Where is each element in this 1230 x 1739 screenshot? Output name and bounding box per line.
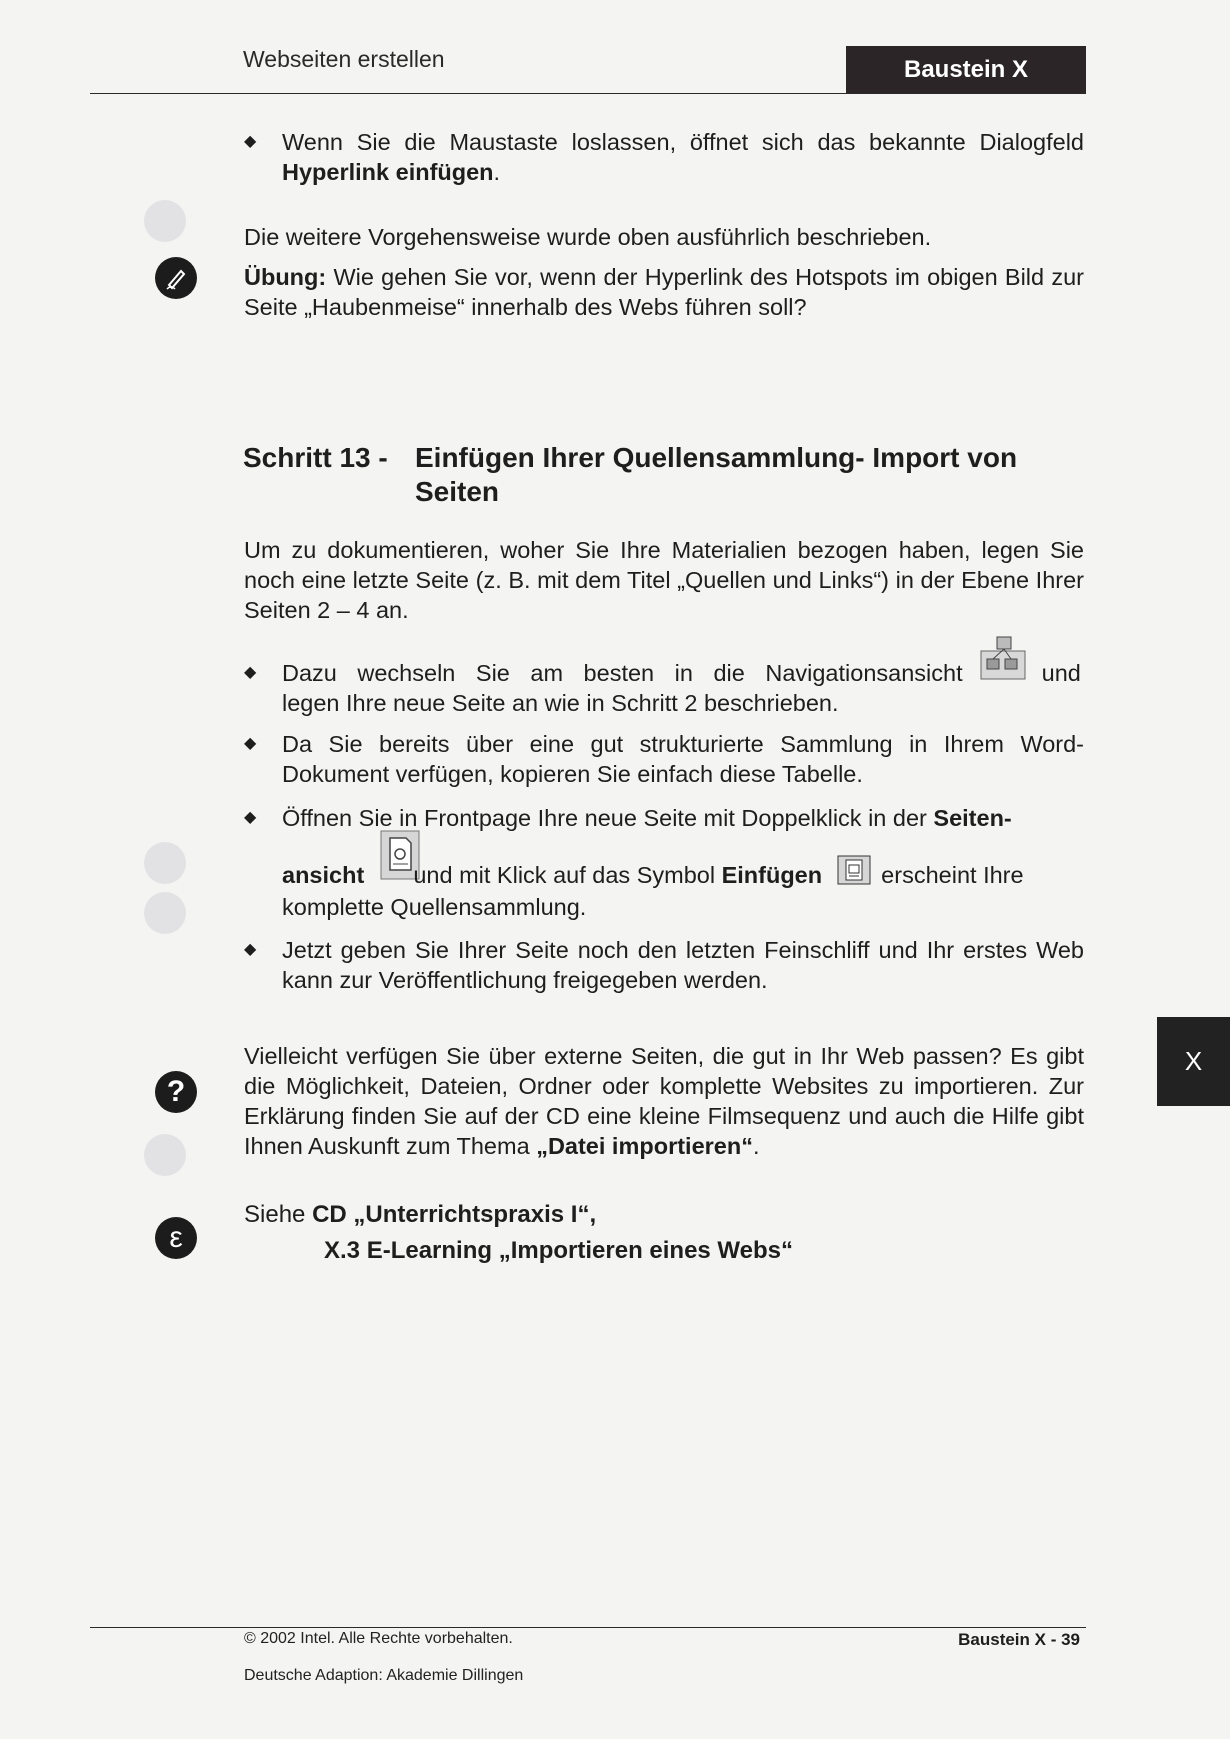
bullet-item [244, 729, 1084, 789]
bullet-text: erscheint Ihre [874, 862, 1024, 888]
bullet-bold: Hyperlink einfügen [282, 159, 494, 185]
navigation-view-icon [979, 635, 1027, 688]
pencil-icon [155, 257, 197, 299]
bullet-text: Jetzt geben Sie Ihrer Seite noch den letzten Feinschliff und Ihr erstes Web kann zur Veröffentlichung freigegeben werden. [282, 937, 1084, 993]
cd-reference-prefix: Siehe [244, 1201, 313, 1228]
diamond-bullet-icon: ◆ [244, 664, 257, 681]
footer-adaption: Deutsche Adaption: Akademie Dillingen [244, 1667, 524, 1684]
diamond-bullet-icon: ◆ [244, 133, 257, 150]
bullet-item-continued [244, 860, 1084, 922]
header-badge: Baustein X [846, 46, 1086, 94]
diamond-bullet-icon: ◆ [244, 941, 257, 958]
bullet-text: Dazu wechseln Sie am besten in die Navigationsansicht [282, 660, 963, 686]
section-heading-line1: Einfügen Ihrer Quellensammlung- Import von [415, 442, 1018, 473]
footer-copyright: © 2002 Intel. Alle Rechte vorbehalten. [244, 1630, 513, 1647]
bullet-item [244, 127, 1084, 187]
bullet-end: . [493, 159, 501, 185]
intro-paragraph: Um zu dokumentieren, woher Sie Ihre Materialien bezogen haben, legen Sie noch eine letzte Seite (z. B. mit dem Titel „Quellen und Links“) in der Ebene Ihrer Seiten 2 – 4 an. [244, 537, 1084, 623]
chapter-side-tab: X [1157, 1017, 1230, 1106]
header-title: Webseiten erstellen [243, 46, 445, 72]
section-heading-line2: Seiten [415, 476, 500, 507]
ghost-circle [144, 1134, 186, 1176]
insert-file-icon [837, 855, 871, 892]
cd-reference-title: CD „Unterrichtspraxis I“, [312, 1201, 597, 1228]
e-learning-icon: ε [155, 1217, 197, 1259]
bullet-bold: Einfügen [721, 862, 823, 888]
ghost-circle [144, 892, 186, 934]
footer-page-number: Baustein X - 39 [958, 1630, 1080, 1649]
bullet-item [244, 803, 1084, 833]
uebung-paragraph [244, 262, 1084, 322]
bullet-item [244, 935, 1084, 995]
bullet-bold: ansicht [282, 862, 365, 888]
paragraph-bold: „Datei importieren“ [536, 1133, 753, 1159]
bullet-text: Öffnen Sie in Frontpage Ihre neue Seite mit Doppelklick in der [282, 805, 934, 831]
external-pages-paragraph [244, 1041, 1084, 1161]
bullet-text: komplette Quellensammlung. [282, 894, 587, 921]
bullet-text: Wenn Sie die Maustaste loslassen, öffnet sich das bekannte Dialogfeld [282, 129, 1084, 155]
bullet-text-und: und [1041, 660, 1081, 686]
uebung-text: Wie gehen Sie vor, wenn der Hyperlink des Hotspots im obigen Bild zur Seite „Haubenmeise“ innerhalb des Webs führen soll? [244, 264, 1084, 320]
section-heading-prefix: Schritt 13 - [243, 442, 388, 473]
uebung-label: Übung: [244, 264, 327, 290]
bullet-bold: Seiten- [933, 805, 1012, 831]
bullet-item [244, 658, 1084, 718]
paragraph-weitere: Die weitere Vorgehensweise wurde oben ausführlich beschrieben. [244, 224, 932, 250]
bullet-text: legen Ihre neue Seite an wie in Schritt 2 beschrieben. [282, 690, 839, 717]
paragraph-end: . [752, 1133, 760, 1159]
diamond-bullet-icon: ◆ [244, 809, 257, 826]
footer-rule [90, 1627, 1086, 1628]
ghost-circle [144, 842, 186, 884]
ghost-circle [144, 200, 186, 242]
cd-reference [244, 1200, 1084, 1230]
bullet-text: Da Sie bereits über eine gut strukturierte Sammlung in Ihrem Word-Dokument verfügen, kopieren Sie einfach diese Tabelle. [282, 731, 1084, 787]
bullet-text: und mit Klick auf das Symbol [413, 862, 722, 888]
diamond-bullet-icon: ◆ [244, 735, 257, 752]
header-rule [90, 93, 1086, 94]
question-mark-icon: ? [155, 1071, 197, 1113]
paragraph-text: Vielleicht verfügen Sie über externe Seiten, die gut in Ihr Web passen? Es gibt die Möglichkeit, Dateien, Ordner oder komplette Websites zu importieren. Zur Erklärung finden Sie auf der CD eine kleine Filmsequenz und auch die Hilfe gibt Ihnen Auskunft zum Thema [244, 1043, 1084, 1159]
cd-reference-subtitle: X.3 E-Learning „Importieren eines Webs“ [324, 1237, 794, 1264]
